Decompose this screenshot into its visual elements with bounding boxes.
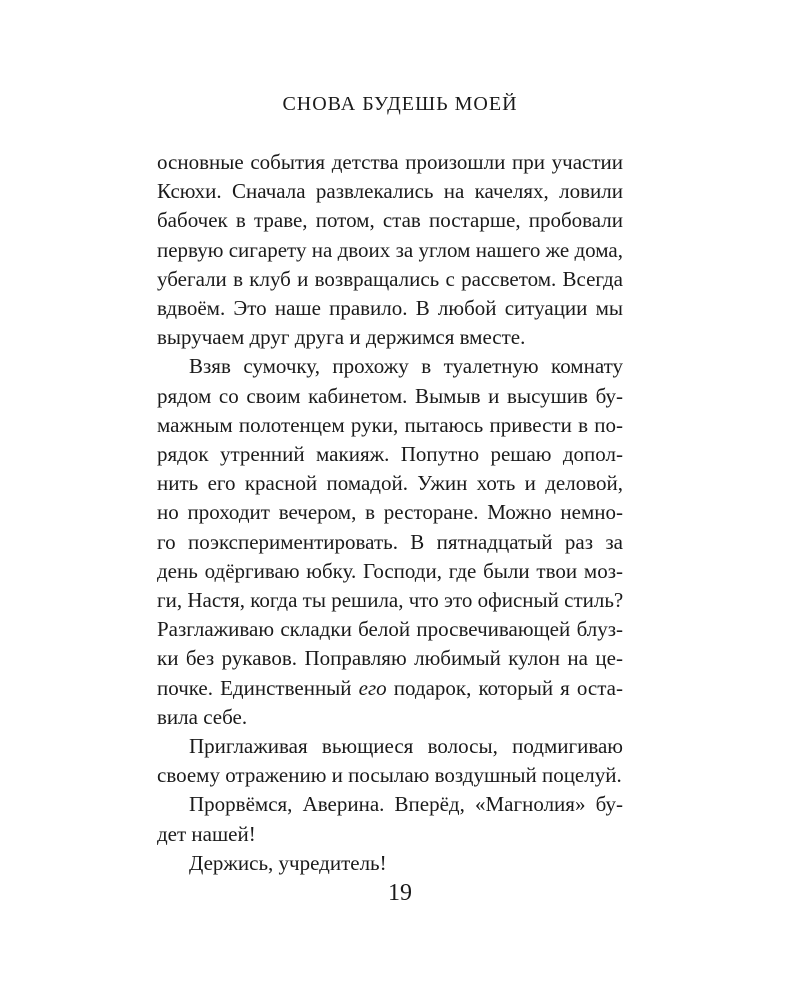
text-line: нить его красной помадой. Ужин хоть и деловой,	[157, 471, 623, 496]
text-line: но проходит вечером, в ресторане. Можно немно-	[157, 500, 623, 525]
text-line: рядом со своим кабинетом. Вымыв и высушив бу-	[157, 383, 623, 408]
text-line: дет нашей!	[157, 821, 256, 846]
body-text	[157, 148, 623, 878]
text-line: Держись, учредитель!	[189, 850, 387, 875]
paragraph	[157, 148, 623, 352]
text-line: выручаем друг друга и держимся вместе.	[157, 325, 526, 350]
paragraph	[157, 352, 623, 732]
page-number: 19	[388, 880, 412, 906]
text-line: го поэкспериментировать. В пятнадцатый раз за	[157, 529, 623, 554]
text-line: бабочек в траве, потом, став постарше, пробовали	[157, 208, 623, 233]
text-line: убегали в клуб и возвращались с рассветом. Всегда	[157, 266, 623, 291]
text-line	[157, 674, 623, 703]
paragraph	[157, 790, 623, 848]
text-line: первую сигарету на двоих за углом нашего же дома,	[157, 237, 623, 262]
text-line: ки без рукавов. Поправляю любимый кулон на це-	[157, 646, 623, 671]
text-line: вдвоём. Это наше правило. В любой ситуации мы	[157, 296, 623, 321]
text-line: Прорвёмся, Аверина. Вперёд, «Магнолия» бу-	[189, 792, 623, 817]
text-line: вила себе.	[157, 704, 248, 729]
text-line: Ксюхи. Сначала развлекались на качелях, ловили	[157, 179, 623, 204]
text-line: Разглаживаю складки белой просвечивающей блуз-	[157, 617, 623, 642]
text-line: ги, Настя, когда ты решила, что это офисный стиль?	[157, 588, 624, 613]
text-fragment: подарок, который я оста-	[386, 675, 624, 700]
text-fragment: почке. Единственный	[157, 675, 359, 700]
text-line: день одёргиваю юбку. Господи, где были твои моз-	[157, 558, 623, 583]
running-header: СНОВА БУДЕШЬ МОЕЙ	[282, 93, 518, 115]
text-line: основные события детства произошли при участии	[157, 150, 623, 174]
text-line: мажным полотенцем руки, пытаюсь привести в по-	[157, 412, 623, 437]
text-line: рядок утренний макияж. Попутно решаю допол-	[157, 442, 623, 467]
text-line: своему отражению и посылаю воздушный поцелуй.	[157, 763, 622, 788]
paragraph	[157, 849, 623, 878]
text-line: Приглаживая вьющиеся волосы, подмигиваю	[189, 734, 623, 759]
paragraph	[157, 732, 623, 790]
italic-emphasis: его	[358, 675, 387, 700]
text-line: Взяв сумочку, прохожу в туалетную комнату	[189, 354, 623, 379]
